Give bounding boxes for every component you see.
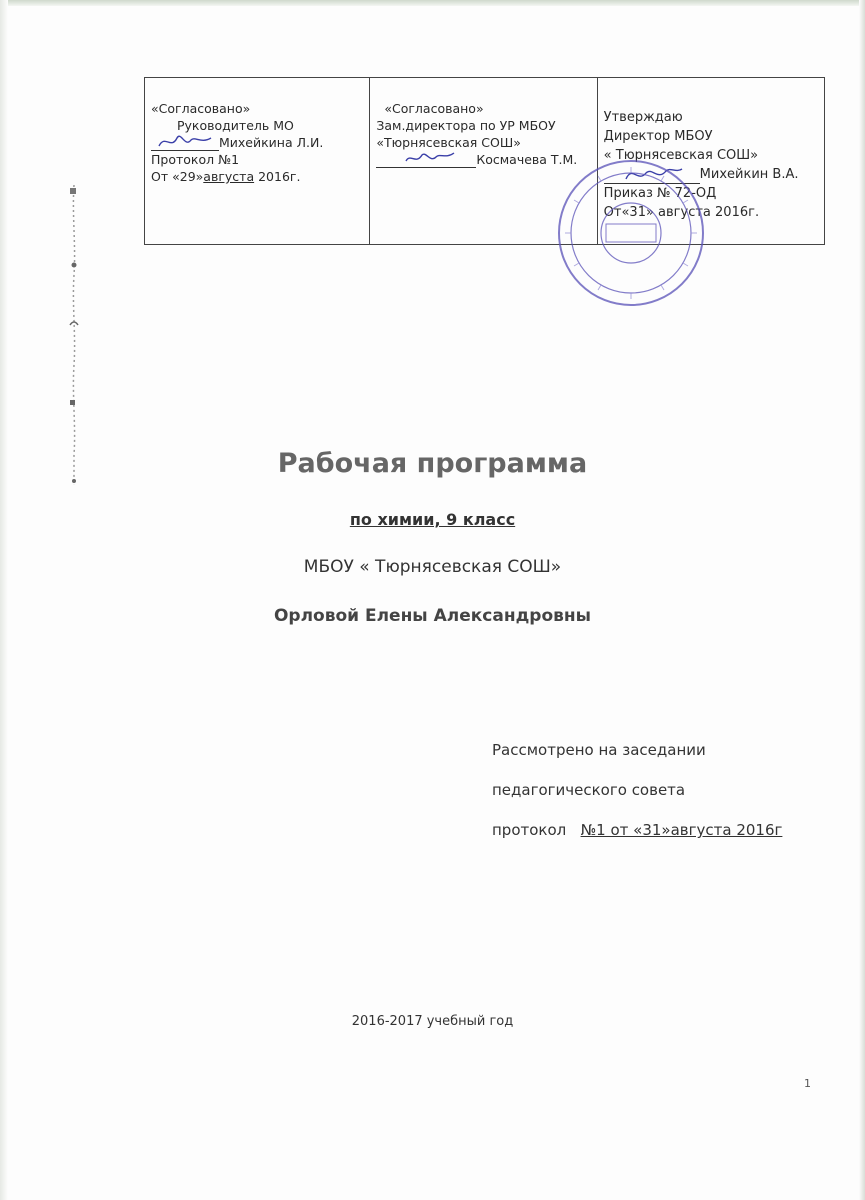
page-top-edge bbox=[0, 0, 865, 6]
approver-name: Михейкин В.А. bbox=[699, 167, 799, 182]
page-number: 1 bbox=[804, 1077, 811, 1090]
protocol-number: Протокол №1 bbox=[151, 152, 240, 167]
approval-date-month: августа bbox=[203, 169, 255, 184]
binding-stitches-icon bbox=[62, 185, 86, 485]
approval-date: От«31» августа 2016г. bbox=[603, 205, 760, 220]
approval-cell-methodology bbox=[145, 78, 370, 244]
review-line-2: педагогического совета bbox=[492, 781, 686, 799]
approver-name: Михейкина Л.И. bbox=[219, 135, 324, 150]
approval-date-year: 2016г. bbox=[254, 169, 301, 184]
approval-label: Утверждаю bbox=[603, 110, 683, 125]
approver-position: Руководитель МО bbox=[177, 118, 294, 133]
school-line: МБОУ « Тюрнясевская СОШ» bbox=[303, 557, 562, 577]
school-name: «Тюрнясевская СОШ» bbox=[376, 135, 521, 150]
approval-date-prefix: От «29» bbox=[151, 169, 204, 184]
school-stamp-icon bbox=[556, 158, 706, 308]
document-title: Рабочая программа bbox=[277, 448, 588, 479]
review-line-3 bbox=[492, 820, 782, 840]
review-protocol-number: №1 от «31»августа 2016г bbox=[580, 821, 783, 839]
school-name: « Тюрнясевская СОШ» bbox=[603, 148, 759, 163]
signature-underline bbox=[151, 137, 219, 151]
approval-date bbox=[151, 168, 363, 185]
approval-label: «Согласовано» bbox=[151, 101, 251, 116]
approver-position: Директор МБОУ bbox=[603, 129, 713, 144]
signature-underline bbox=[376, 154, 476, 168]
teacher-name: Орловой Елены Александровны bbox=[273, 606, 592, 626]
order-number: Приказ № 72-ОД bbox=[603, 186, 717, 201]
academic-year: 2016-2017 учебный год bbox=[351, 1014, 514, 1029]
approval-label: «Согласовано» bbox=[384, 101, 484, 116]
approval-table bbox=[144, 77, 825, 245]
approver-signature-line bbox=[151, 134, 363, 151]
review-line-1: Рассмотрено на заседании bbox=[492, 741, 706, 759]
approver-position: Зам.директора по УР МБОУ bbox=[376, 118, 556, 133]
review-protocol-label: протокол bbox=[492, 821, 581, 839]
review-block bbox=[492, 740, 782, 860]
approver-name: Космачева Т.М. bbox=[476, 152, 578, 167]
signature-icon bbox=[402, 149, 462, 169]
signature-icon bbox=[155, 132, 215, 152]
subject-line: по химии, 9 класс bbox=[349, 510, 516, 529]
